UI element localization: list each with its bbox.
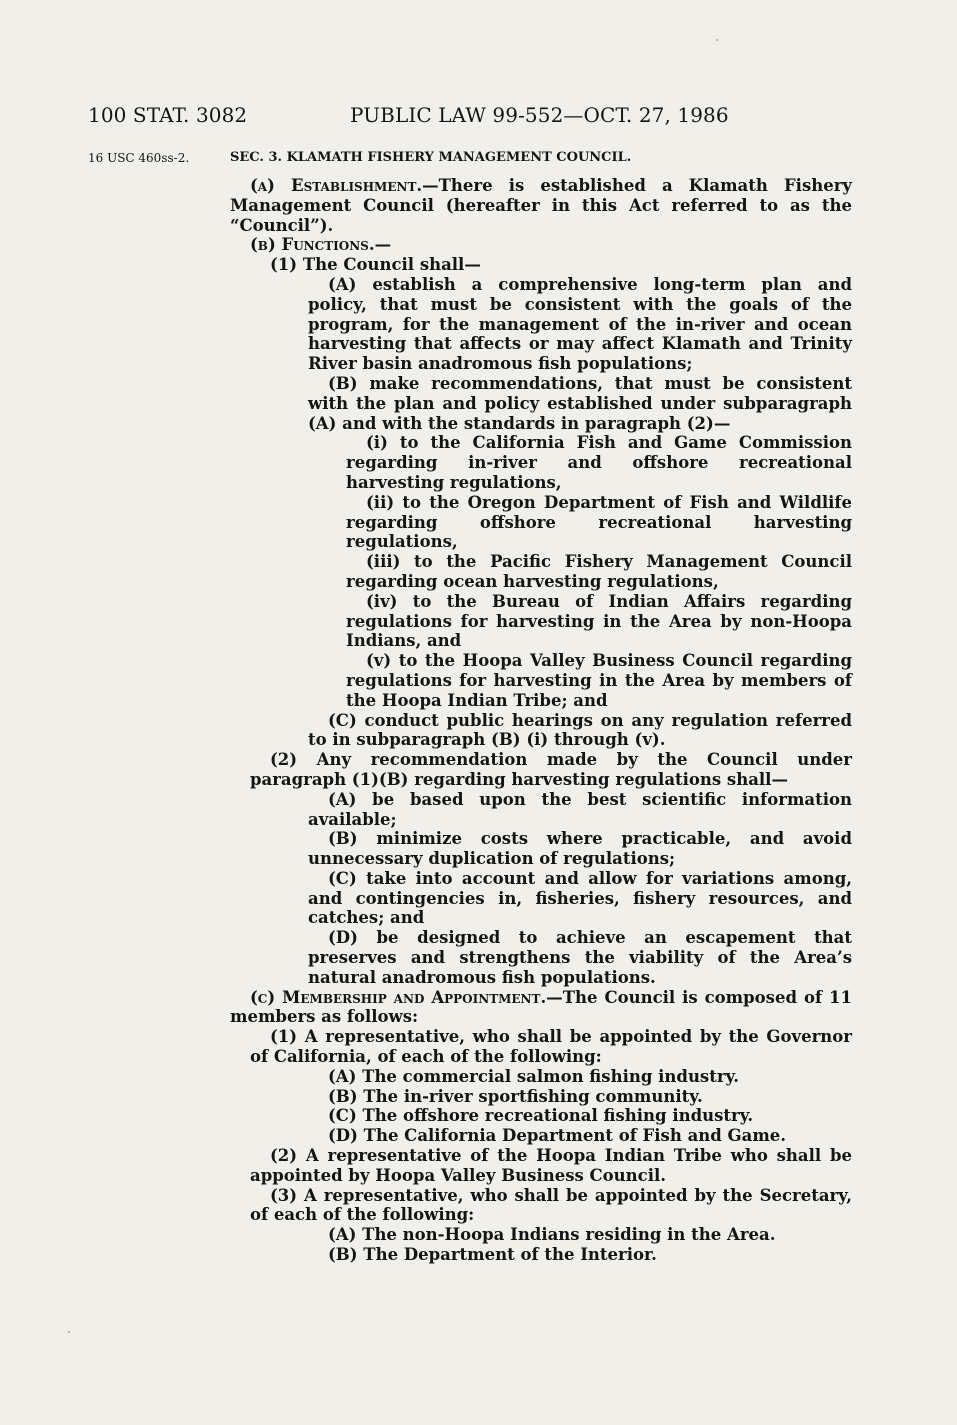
section-title: SEC. 3. KLAMATH FISHERY MANAGEMENT COUNCIL. (230, 150, 632, 165)
paragraph-c1: (1) A representative, who shall be appointed by the Governor of California, of each of the following: (250, 1027, 852, 1067)
paragraph-a-heading: (a) Establishment. (250, 176, 423, 195)
public-law-header: PUBLIC LAW 99-552—OCT. 27, 1986 (350, 103, 729, 127)
paragraph-b1: (1) The Council shall— (270, 255, 481, 275)
clause-b1Bi: (i) to the California Fish and Game Commission regarding in-river and offshore recreational harvesting regulations, (346, 433, 852, 492)
clause-b1Biv: (iv) to the Bureau of Indian Affairs regarding regulations for harvesting in the Area by non-Hoopa Indians, and (346, 591, 852, 651)
paragraph-b-text: — (374, 235, 392, 255)
paragraph-a (230, 176, 852, 235)
subparagraph-b2C: (C) take into account and allow for variations among, and contingencies in, fisheries, fishery resources, and catches; and (308, 868, 852, 928)
subparagraph-c1A: (A) The commercial salmon fishing industry. (328, 1066, 739, 1086)
scan-speck (716, 39, 718, 41)
paragraph-b-heading: (b) Functions. (250, 235, 375, 255)
clause-b1Bii: (ii) to the Oregon Department of Fish and Wildlife regarding offshore recreational harvesting regulations, (346, 492, 852, 552)
paragraph-c-heading: (c) Membership and Appointment. (250, 987, 547, 1007)
subparagraph-c3B: (B) The Department of the Interior. (328, 1245, 657, 1265)
section-body (230, 176, 852, 1265)
scan-speck (68, 1331, 70, 1333)
subparagraph-b2A: (A) be based upon the best scientific information available; (308, 789, 852, 829)
paragraph-a-text: —There is established a Klamath Fishery Management Council (hereafter in this Act referred to as the “Council”). (230, 176, 853, 235)
paragraph-b (230, 235, 852, 255)
statute-page-number: 100 STAT. 3082 (88, 103, 248, 127)
margin-citation: 16 USC 460ss-2. (88, 151, 190, 165)
subparagraph-b1B: (B) make recommendations, that must be consistent with the plan and policy established under subparagraph (A) and with the standards in paragraph (2)— (308, 373, 852, 433)
subparagraph-b2B: (B) minimize costs where practicable, and avoid unnecessary duplication of regulations; (308, 829, 852, 869)
subparagraph-b1C: (C) conduct public hearings on any regulation referred to in subparagraph (B) (i) through (v). (308, 710, 852, 750)
subparagraph-b1A: (A) establish a comprehensive long-term plan and policy, that must be consistent with the goals of the program, for the management of the in-river and ocean harvesting that affects or may affect Klamath and Trinity River basin anadromous fish populations; (308, 274, 852, 374)
clause-b1Biii: (iii) to the Pacific Fishery Management Council regarding ocean harvesting regulations, (346, 552, 852, 591)
subparagraph-c1B: (B) The in-river sportfishing community. (328, 1086, 703, 1106)
paragraph-c (230, 988, 852, 1028)
paragraph-c-text: —The Council is composed of 11 members as follows: (230, 987, 852, 1027)
clause-b1Bv: (v) to the Hoopa Valley Business Council regarding regulations for harvesting in the Area by members of the Hoopa Indian Tribe; and (346, 651, 852, 710)
subparagraph-c3A: (A) The non-Hoopa Indians residing in the Area. (328, 1225, 776, 1245)
paragraph-c2: (2) A representative of the Hoopa Indian Tribe who shall be appointed by Hoopa Valley Business Council. (250, 1146, 852, 1185)
subparagraph-c1D: (D) The California Department of Fish and Game. (328, 1126, 787, 1146)
paragraph-c3: (3) A representative, who shall be appointed by the Secretary, of each of the following: (250, 1185, 852, 1225)
subparagraph-b2D: (D) be designed to achieve an escapement that preserves and strengthens the viability of the Area’s natural anadromous fish populations. (308, 928, 852, 987)
paragraph-b2: (2) Any recommendation made by the Council under paragraph (1)(B) regarding harvesting regulations shall— (250, 750, 852, 789)
subparagraph-c1C: (C) The offshore recreational fishing industry. (328, 1106, 754, 1126)
